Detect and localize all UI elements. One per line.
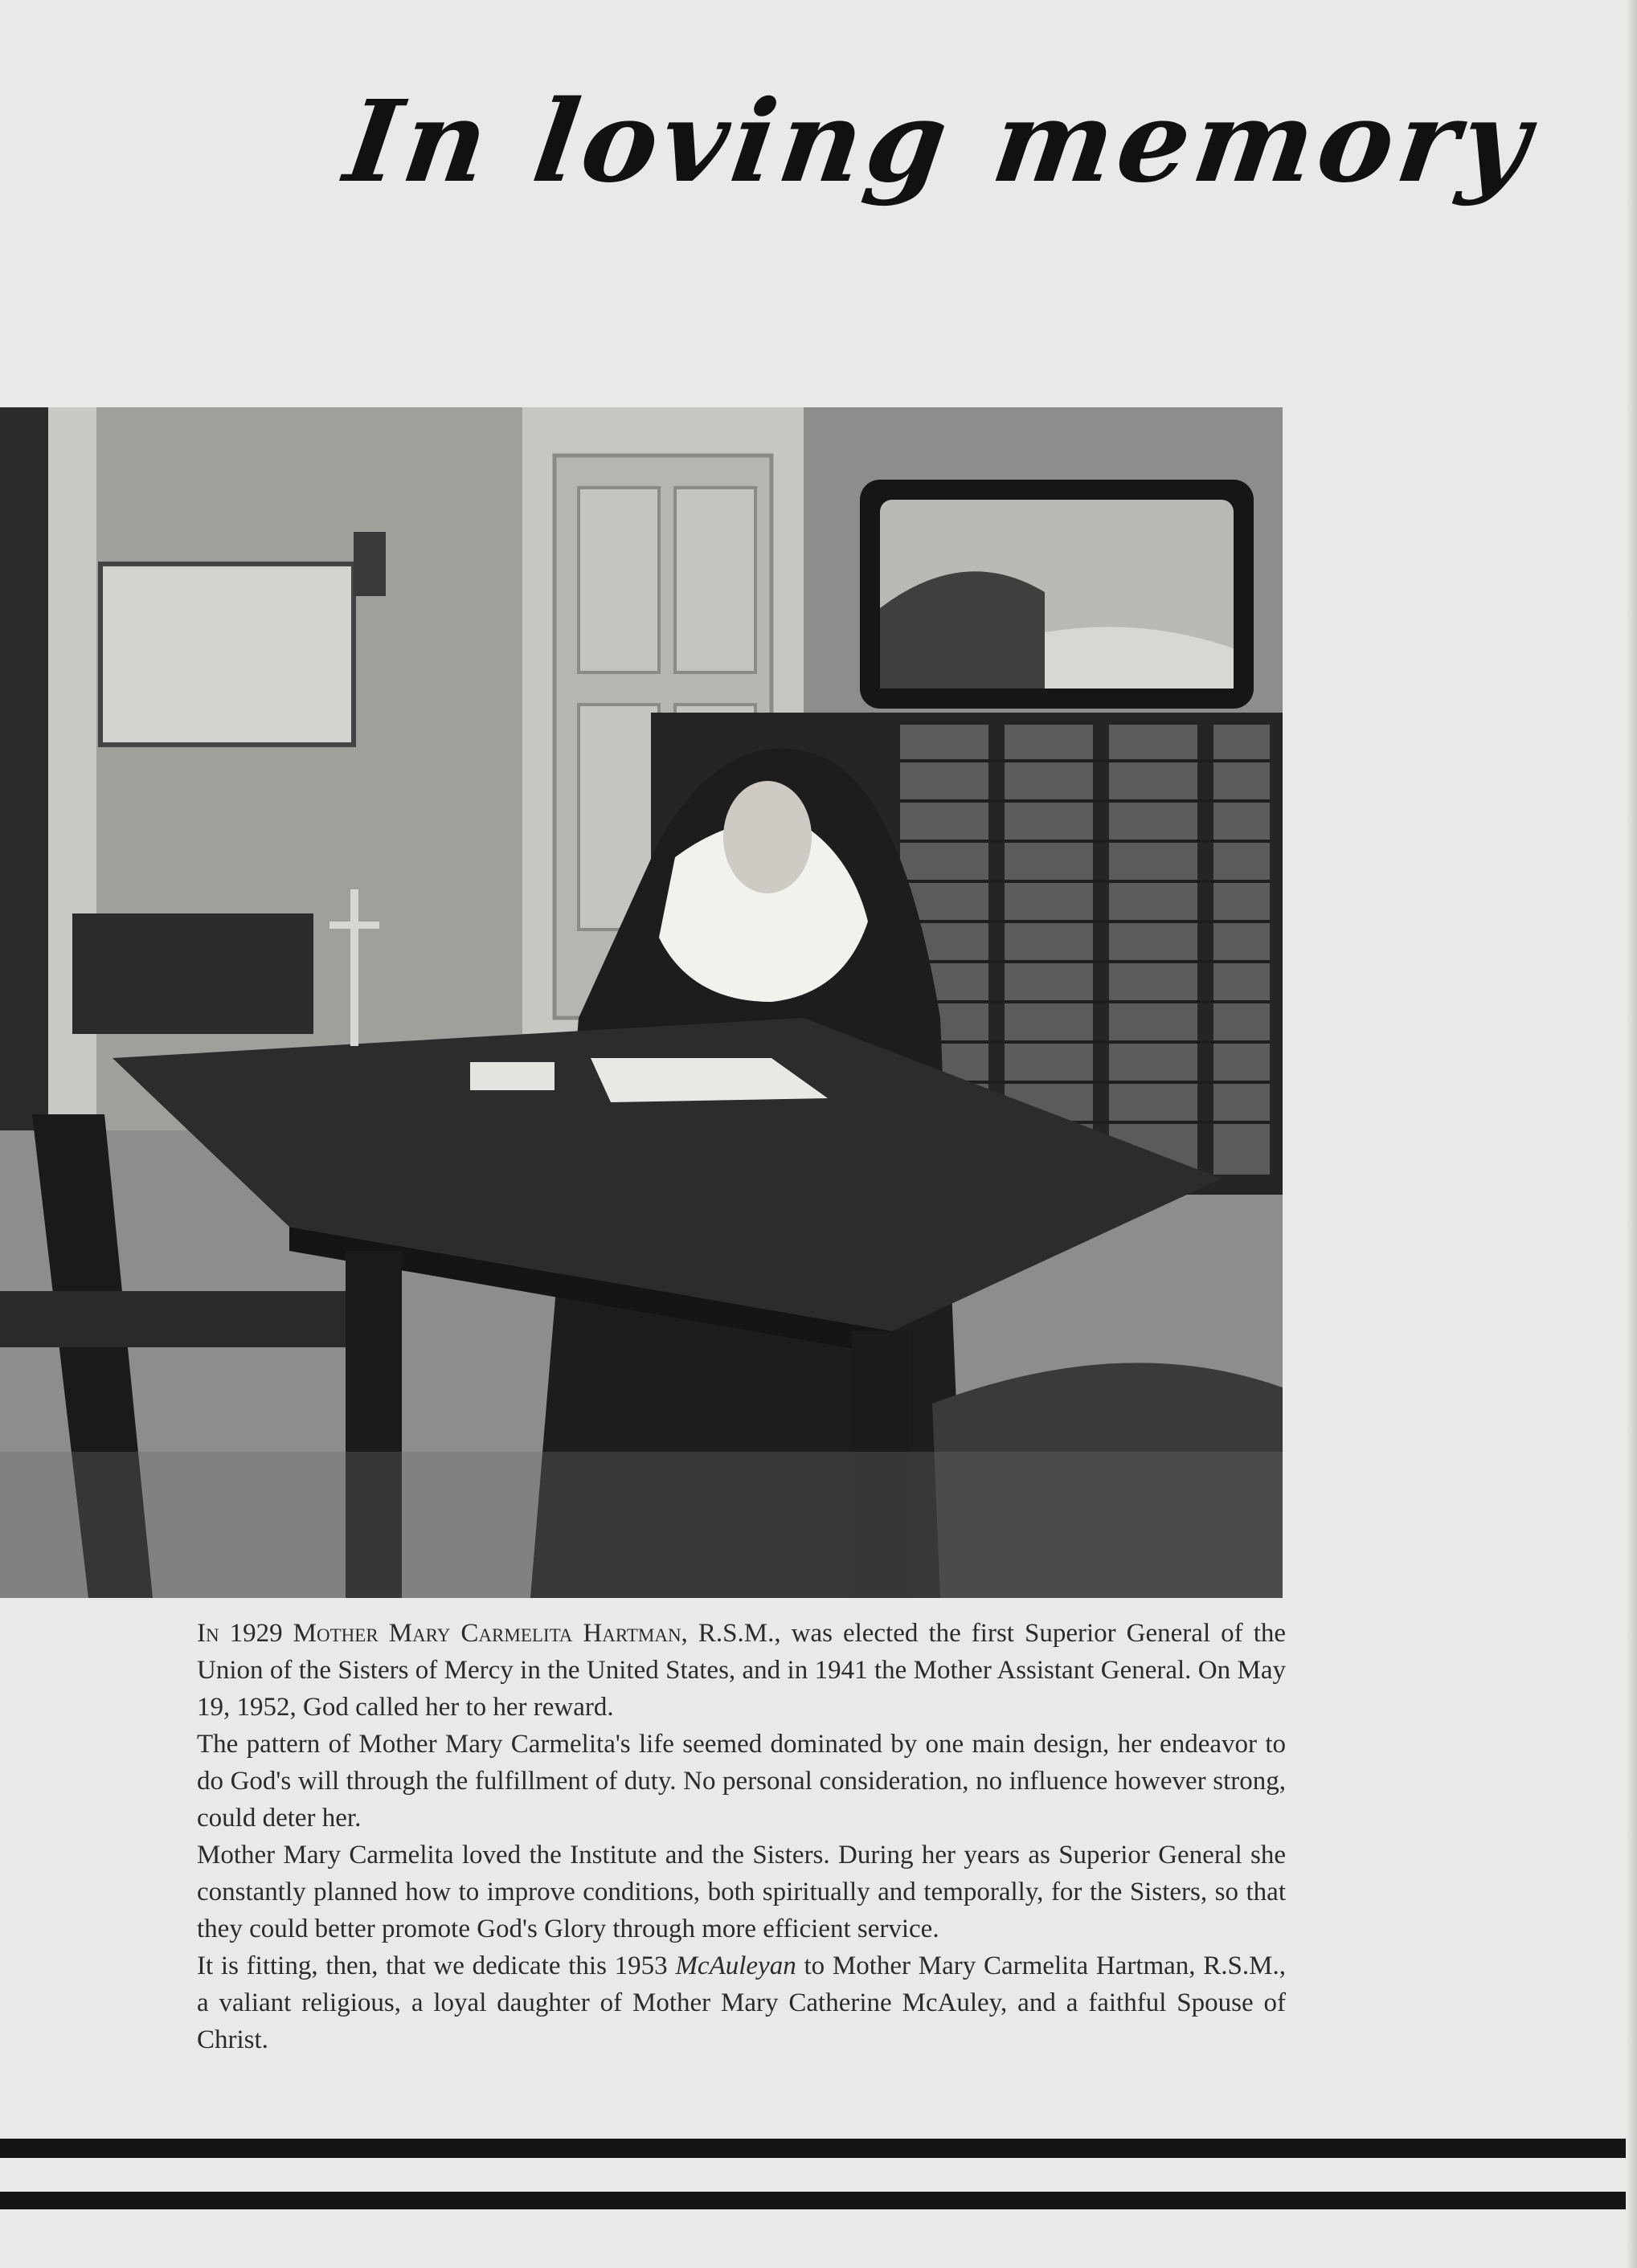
divider-rule-top <box>0 2139 1631 2158</box>
paragraph-1-lead: In 1929 Mother Mary Carmelita Hartman, <box>197 1619 688 1648</box>
paragraph-3: Mother Mary Carmelita loved the Institute and the Sisters. During her years as Superior General she constantly planned how to improve conditions, both spiritually and temporally, for the Sisters, so that they could better promote God's Glory through more efficient service. <box>197 1841 1286 1943</box>
memorial-photo <box>0 407 1283 1598</box>
divider-rule-bottom <box>0 2192 1631 2209</box>
paragraph-2: The pattern of Mother Mary Carmelita's life seemed dominated by one main design, her endeavor to do God's will through the fulfillment of duty. No personal consideration, no influence however strong, could deter her. <box>197 1730 1286 1833</box>
paragraph-4 <box>197 1947 1286 2058</box>
yearbook-title: McAuleyan <box>675 1951 796 1980</box>
dedication-text <box>197 1615 1286 2058</box>
portrait-photo-icon <box>0 407 1283 1598</box>
paragraph-1 <box>197 1615 1286 1726</box>
page-edge <box>1626 0 1637 2268</box>
paragraph-4-start: It is fitting, then, that we dedicate this 1953 <box>197 1951 668 1980</box>
page-title: In loving memory <box>338 76 1542 208</box>
paragraph-1-body: R.S.M., was elected the first Superior General of the Union of the Sisters of Mercy in the United States, and in 1941 the Mother Assistant General. On May 19, 1952, God called her to her reward. <box>197 1619 1287 1722</box>
paragraph-4-end: to Mother Mary Carmelita Hartman, R.S.M., a valiant religious, a loyal daughter of Mother Mary Catherine McAuley, and a faithful Spouse of Christ. <box>197 1951 1286 2054</box>
